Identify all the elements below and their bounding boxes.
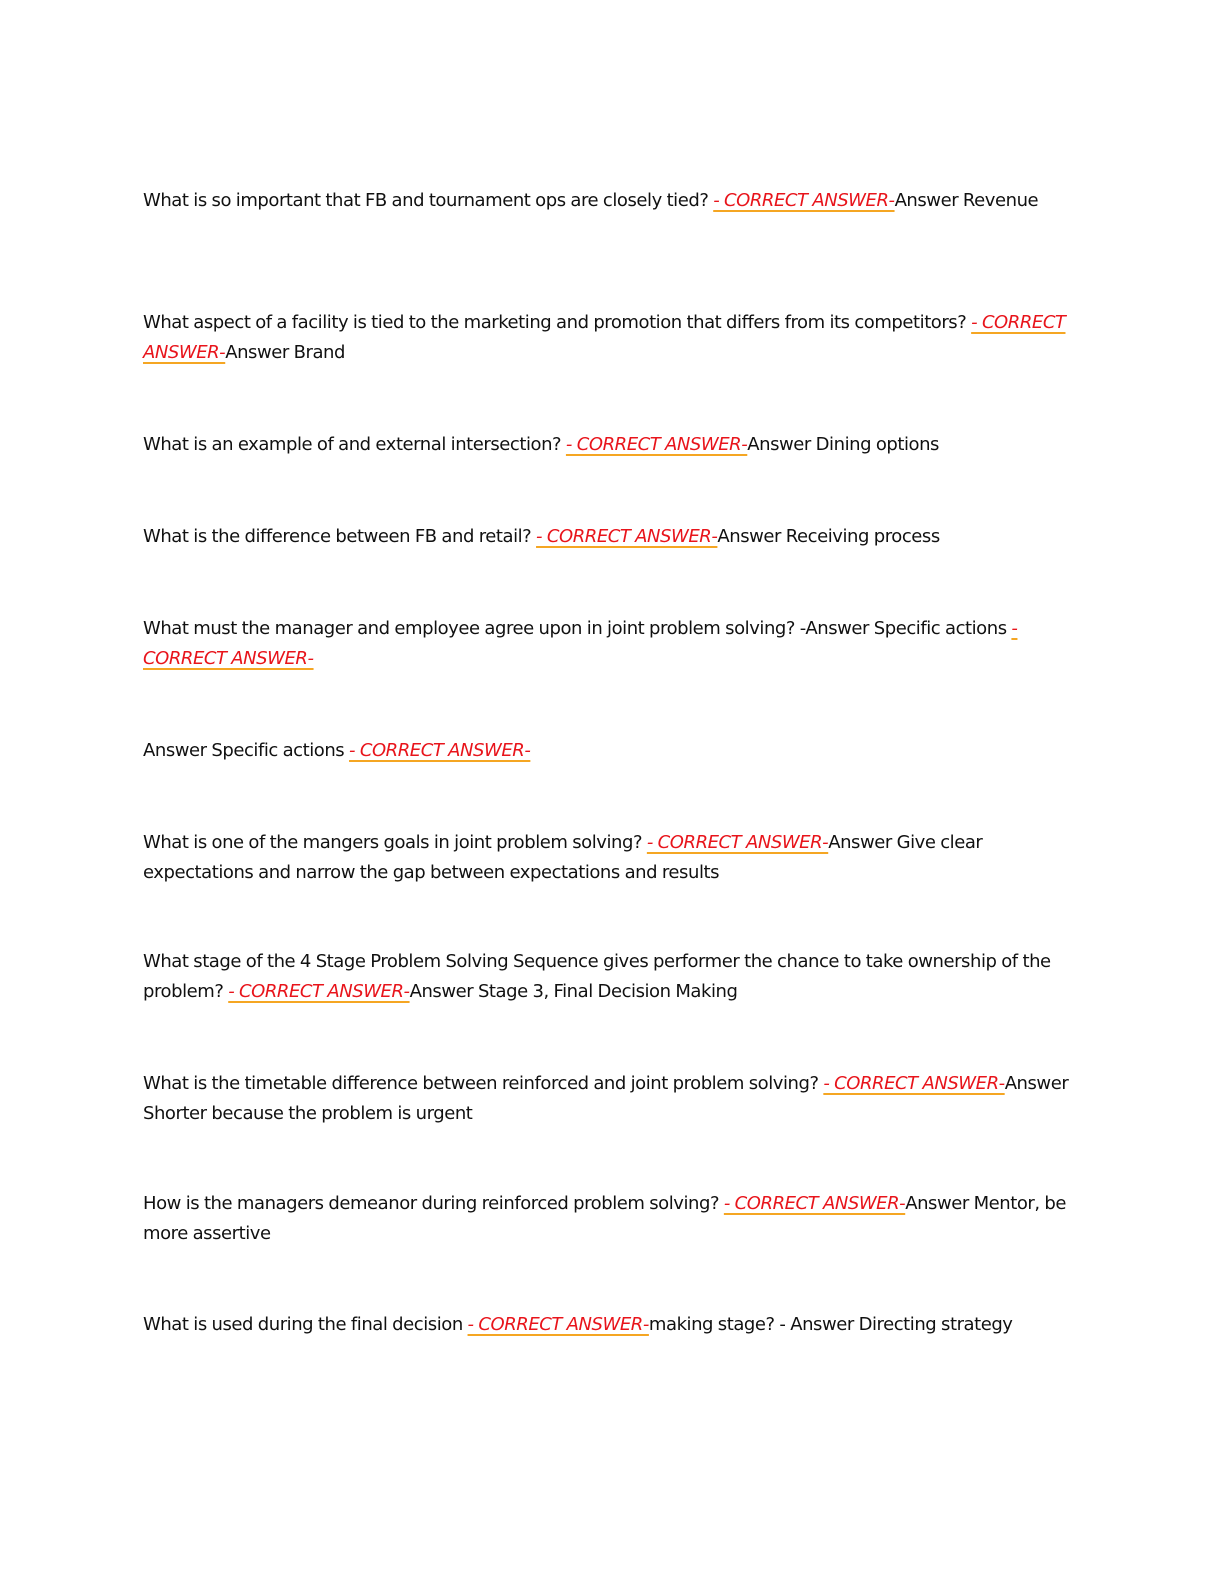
question-text: What is the timetable difference between reinforced and joint problem solving?	[143, 1073, 824, 1094]
question-text: How is the managers demeanor during reinforced problem solving?	[143, 1193, 724, 1214]
answer-text: Answer Give clear expectations and narrow the gap between expectations and results	[143, 832, 983, 883]
question-text: What is used during the final decision	[143, 1314, 468, 1335]
correct-answer-marker: - CORRECT ANSWER-	[565, 434, 748, 455]
correct-answer-marker: - CORRECT ANSWER-	[143, 618, 1018, 669]
question-text: What is the difference between FB and retail?	[143, 526, 537, 547]
correct-answer-marker: - CORRECT ANSWER-	[713, 190, 895, 211]
question-text: What is one of the mangers goals in joint problem solving?	[143, 832, 647, 853]
correct-answer-marker: - CORRECT ANSWER-	[646, 832, 829, 853]
qa-item-11	[143, 1310, 1078, 1340]
answer-text: Answer Shorter because the problem is urgent	[143, 1073, 1069, 1124]
correct-answer-marker: - CORRECT ANSWER-	[143, 312, 1066, 363]
qa-item-4	[143, 522, 1078, 552]
question-text: What must the manager and employee agree upon in joint problem solving? -Answer Specific actions	[143, 618, 1012, 639]
answer-text: Answer Receiving process	[717, 526, 940, 547]
correct-answer-marker: - CORRECT ANSWER-	[823, 1073, 1005, 1094]
answer-text: Answer Stage 3, Final Decision Making	[409, 981, 738, 1002]
answer-text: Answer Revenue	[894, 190, 1039, 211]
answer-text: making stage? - Answer Directing strategy	[648, 1314, 1013, 1335]
correct-answer-marker: - CORRECT ANSWER-	[228, 981, 410, 1002]
correct-answer-marker: - CORRECT ANSWER-	[536, 526, 718, 547]
correct-answer-marker: - CORRECT ANSWER-	[467, 1314, 649, 1335]
question-text: What stage of the 4 Stage Problem Solving Sequence gives performer the chance to take ownership of the problem?	[143, 951, 1051, 1002]
qa-item-10	[143, 1189, 1078, 1249]
qa-item-7	[143, 828, 1078, 888]
correct-answer-marker: - CORRECT ANSWER-	[349, 740, 531, 761]
qa-item-1	[143, 186, 1078, 216]
answer-text: Answer Brand	[225, 342, 345, 363]
answer-text: Answer Dining options	[747, 434, 939, 455]
qa-item-5	[143, 614, 1078, 674]
answer-text: Answer Mentor, be more assertive	[143, 1193, 1067, 1244]
question-text: What is so important that FB and tournament ops are closely tied?	[143, 190, 714, 211]
qa-item-2	[143, 308, 1078, 368]
correct-answer-marker: - CORRECT ANSWER-	[723, 1193, 906, 1214]
qa-item-6	[143, 736, 1078, 766]
question-text: What is an example of and external intersection?	[143, 434, 566, 455]
qa-item-9	[143, 1069, 1078, 1129]
question-text: What aspect of a facility is tied to the marketing and promotion that differs from its competitors?	[143, 312, 972, 333]
qa-item-3	[143, 430, 1078, 460]
qa-item-8	[143, 947, 1078, 1007]
question-text: Answer Specific actions	[143, 740, 350, 761]
